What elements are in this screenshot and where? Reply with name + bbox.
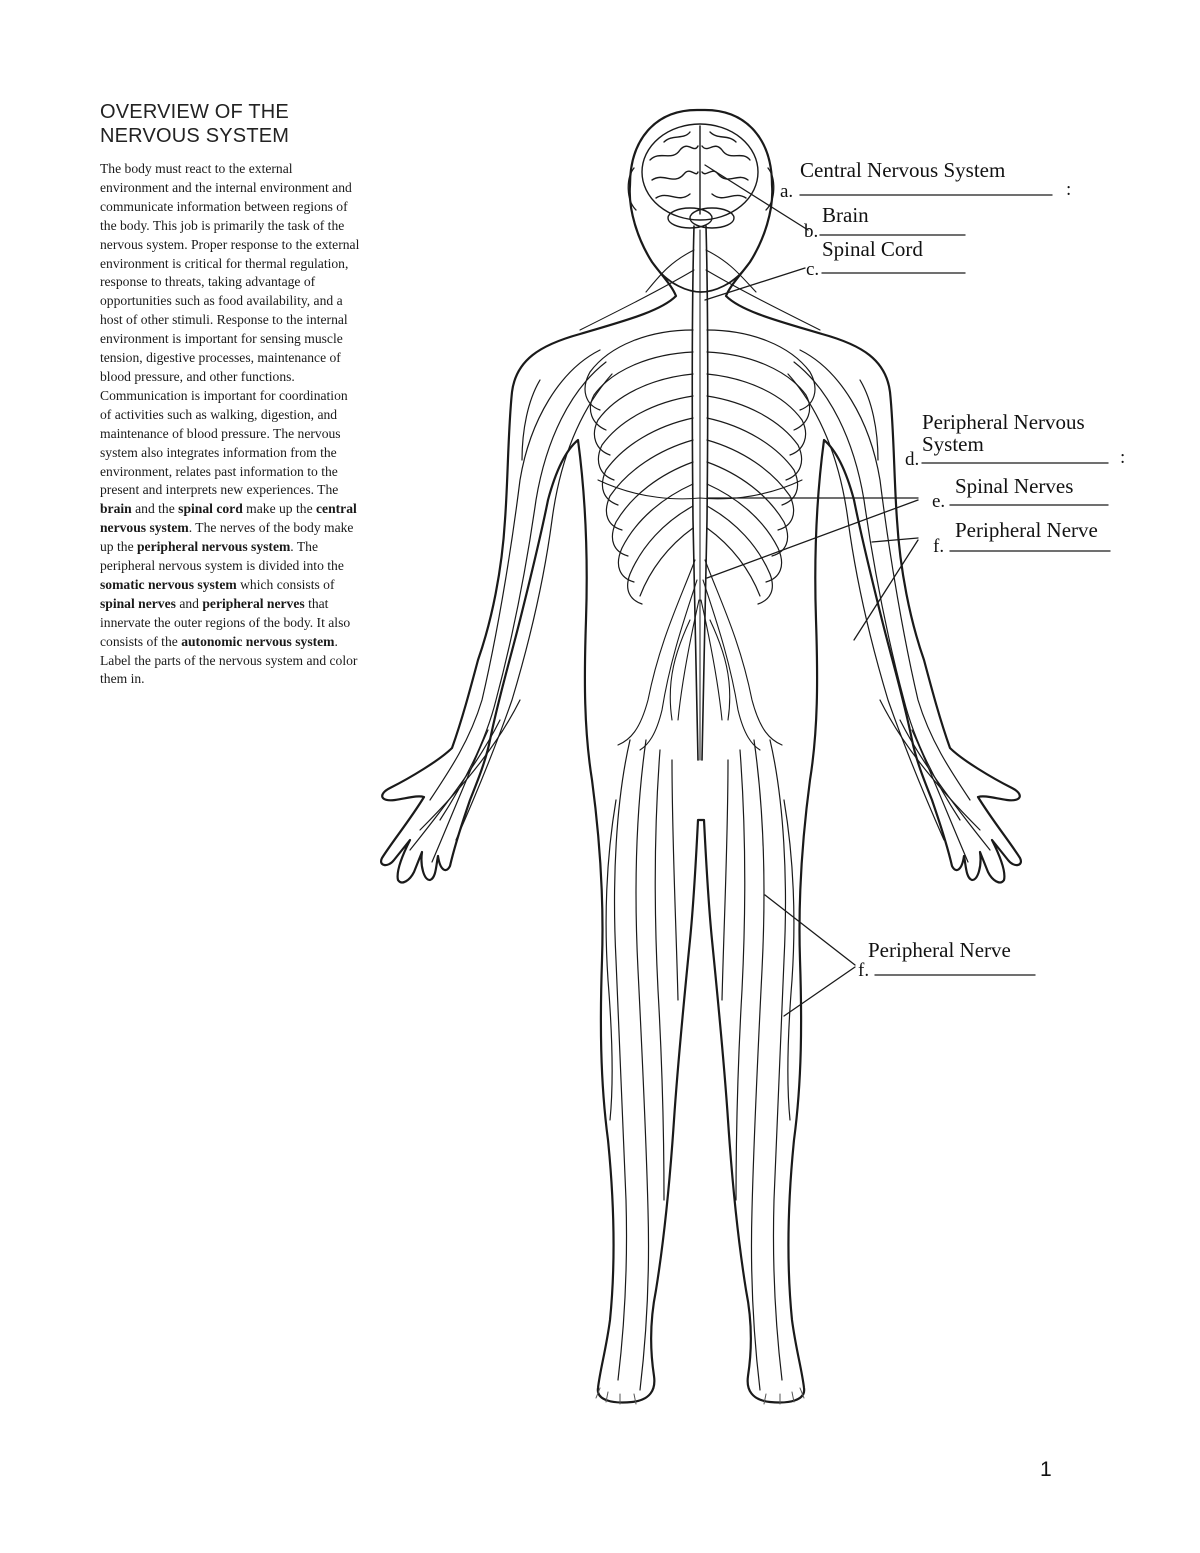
- term-somatic-nervous-system: somatic nervous system: [100, 576, 237, 592]
- term-peripheral-nerves: peripheral nerves: [202, 595, 305, 611]
- label-d-letter: d.: [905, 449, 920, 470]
- leader-f2: [765, 895, 855, 965]
- leg-nerves-left: [606, 740, 678, 1390]
- intro-text: . The peripheral nervous system is divided into the: [100, 539, 344, 574]
- title-line-2: NERVOUS SYSTEM: [100, 125, 290, 147]
- leader-f2b: [784, 967, 855, 1016]
- term-central-nervous-system: central nervous system: [100, 501, 357, 536]
- page-number: 1: [1040, 1458, 1052, 1481]
- term-spinal-nerves: spinal nerves: [100, 595, 176, 611]
- label-a-letter: a.: [780, 181, 794, 202]
- leader-c: [705, 268, 805, 300]
- label-f-lower-letter: f.: [858, 960, 870, 981]
- label-c-letter: c.: [806, 259, 820, 280]
- arm-nerves-left: [410, 350, 612, 862]
- intro-text: . Label the parts of the nervous system and color them in.: [100, 633, 358, 687]
- intro-text: . The nerves of the body make up the: [100, 520, 354, 555]
- label-c-text: Spinal Cord: [822, 237, 923, 261]
- label-f-lower-text: Peripheral Nerve: [868, 938, 1011, 962]
- intro-text: which consists of: [236, 576, 335, 592]
- label-b-letter: b.: [804, 221, 819, 242]
- spinal-cord-drawing: [692, 226, 707, 760]
- label-d-text-line2: System: [922, 432, 984, 456]
- label-b-text: Brain: [822, 203, 869, 227]
- term-brain: brain: [100, 501, 132, 517]
- label-f-upper-text: Peripheral Nerve: [955, 518, 1098, 542]
- label-e-letter: e.: [932, 491, 946, 512]
- answer-lines: [800, 195, 1110, 975]
- label-f-upper-letter: f.: [933, 536, 945, 557]
- leader-e2: [707, 500, 918, 578]
- title-line-1: OVERVIEW OF THE: [100, 101, 289, 123]
- intro-text: The body must react to the external environment and the internal environment and communicate information between regions of the body. This job is primarily the task of the nervous system. Proper response to the external environment is critical for thermal regulation, response to threats, taking advantage of opportunities such as food availability, and a host of other stimuli. Response to the internal environment is important for sensing muscle tension, digestive processes, maintenance of blood pressure, and other functions. Communication is important for coordination of activities such as walking, digestion, and maintenance of blood pressure. The nervous system also integrates information from the environment, relates past information to the present and interprets new experiences. The: [100, 161, 360, 498]
- intro-text: make up the: [242, 501, 316, 517]
- label-e-text: Spinal Nerves: [955, 474, 1074, 498]
- leg-nerves-right: [722, 740, 794, 1390]
- intro-text: that innervate the outer regions of the body. It also consists of the: [100, 595, 351, 649]
- leader-f1: [872, 538, 918, 542]
- label-a-text: Central Nervous System: [800, 158, 1006, 182]
- label-d-suffix: :: [1120, 447, 1126, 468]
- label-d-text-line1: Peripheral Nervous: [922, 410, 1085, 434]
- term-autonomic-nervous-system: autonomic nervous system: [181, 633, 335, 649]
- label-a-suffix: :: [1066, 179, 1072, 200]
- leader-lines: [705, 165, 918, 1016]
- term-spinal-cord: spinal cord: [178, 501, 243, 517]
- intro-text: and the: [131, 501, 179, 517]
- brain-drawing: [642, 124, 758, 228]
- term-peripheral-nervous-system: peripheral nervous system: [137, 539, 291, 555]
- intro-text: and: [175, 595, 203, 611]
